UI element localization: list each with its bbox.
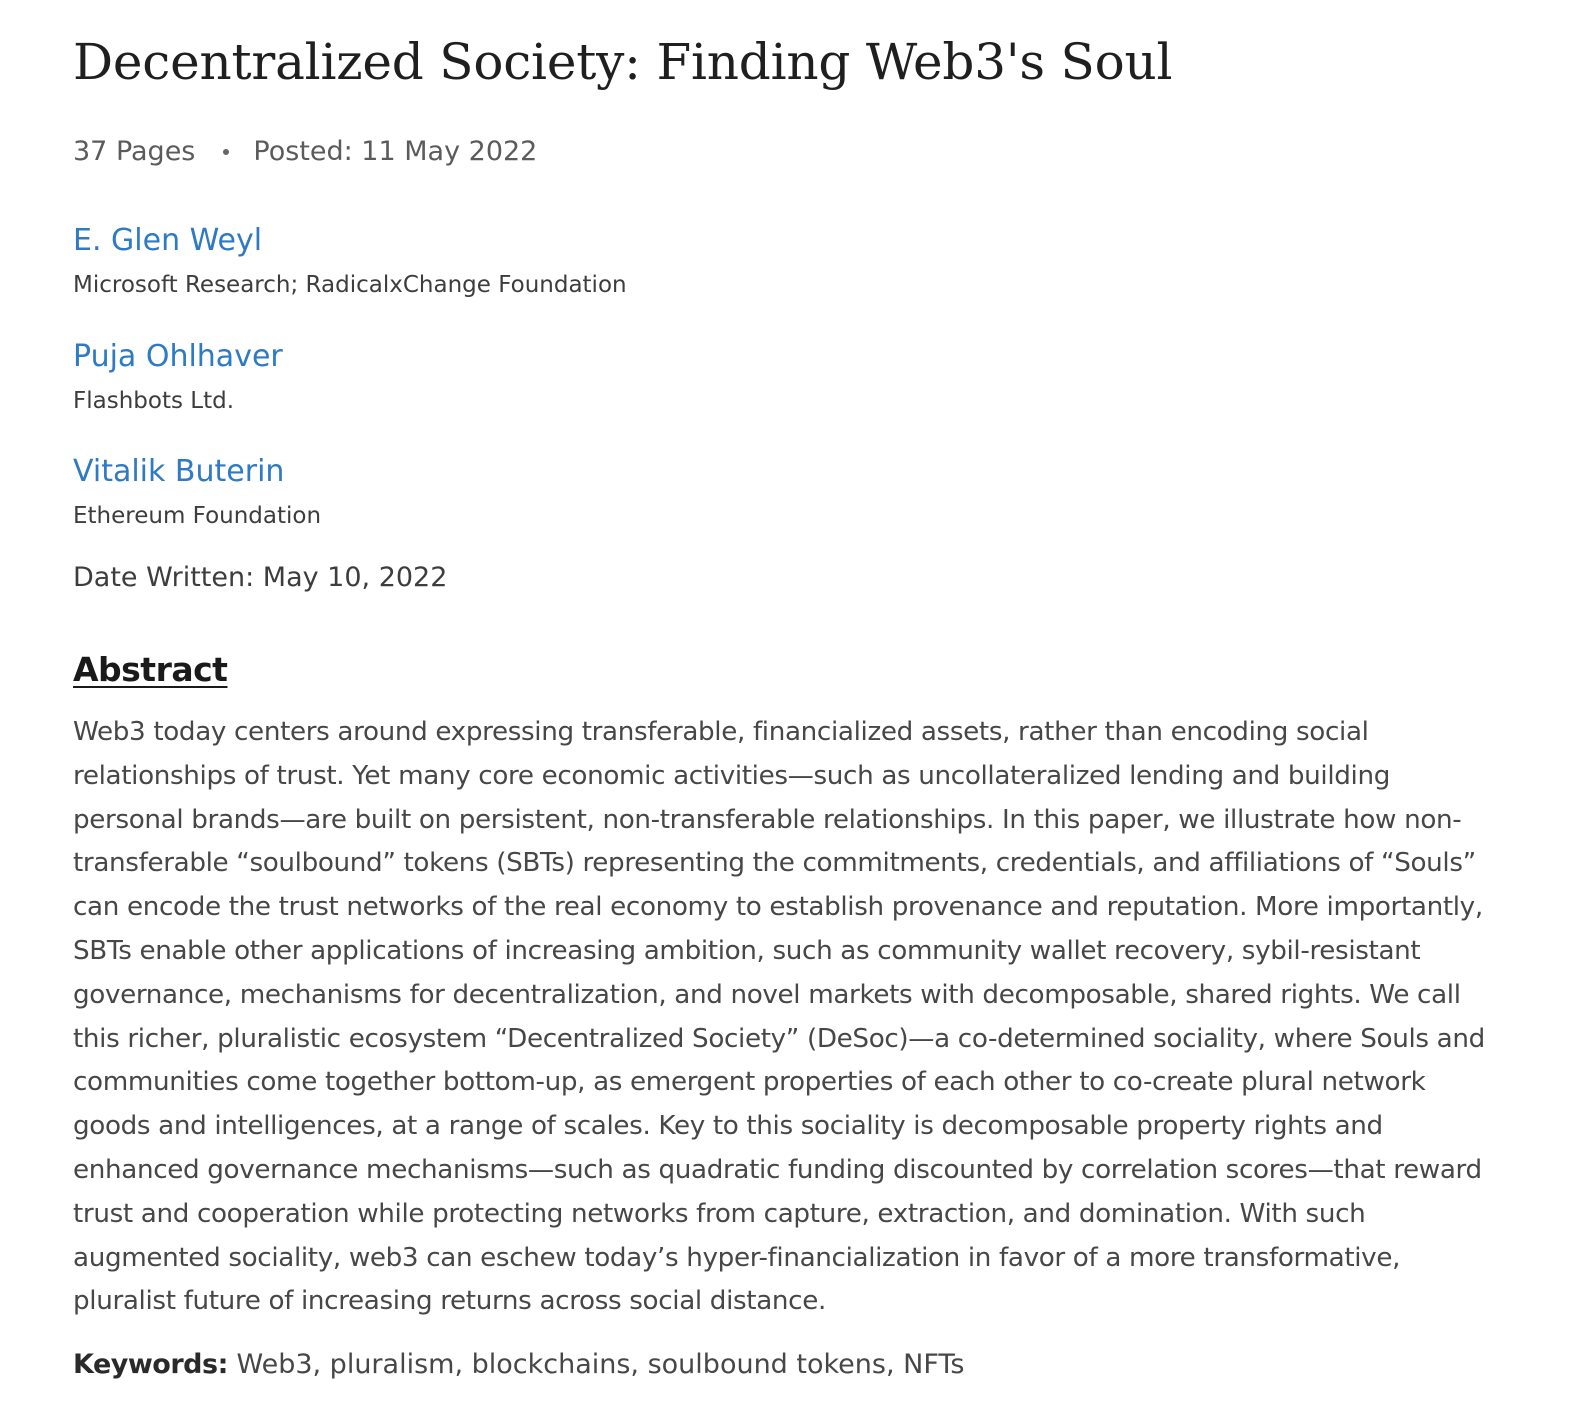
author-affiliation: Microsoft Research; RadicalxChange Foundation <box>73 272 627 298</box>
author-block <box>73 221 627 301</box>
author-block <box>73 337 283 417</box>
abstract-heading: Abstract <box>73 650 228 689</box>
author-block <box>73 452 321 532</box>
paper-meta <box>73 132 537 172</box>
separator-dot <box>223 149 229 155</box>
author-affiliation: Ethereum Foundation <box>73 503 322 529</box>
author-affiliation: Flashbots Ltd. <box>73 388 234 414</box>
author-link[interactable]: E. Glen Weyl <box>73 223 263 258</box>
keywords <box>73 1345 964 1385</box>
author-link[interactable]: Puja Ohlhaver <box>73 339 283 374</box>
keywords-label: Keywords: <box>73 1349 228 1380</box>
abstract-text: Web3 today centers around expressing transferable, financialized assets, rather than encoding social relationships of trust. Yet many core economic activities—such as uncollateralized lending and building personal brands—are built on persistent, non-transferable relationships. In this paper, we illustrate how non-transferable “soulbound” tokens (SBTs) representing the commitments, credentials, and affiliations of “Souls” can encode the trust networks of the real economy to establish provenance and reputation. More importantly, SBTs enable other applications of increasing ambition, such as community wallet recovery, sybil-resistant governance, mechanisms for decentralization, and novel markets with decomposable, shared rights. We call this richer, pluralistic ecosystem “Decentralized Society” (DeSoc)—a co-determined sociality, where Souls and communities come together bottom-up, as emergent properties of each other to co-create plural network goods and intelligences, at a range of scales. Key to this sociality is decomposable property rights and enhanced governance mechanisms—such as quadratic funding discounted by correlation scores—that reward trust and cooperation while protecting networks from capture, extraction, and domination. With such augmented sociality, web3 can eschew today’s hyper-financialization in favor of a more transformative, pluralist future of increasing returns across social distance. <box>73 717 1485 1317</box>
date-written: Date Written: May 10, 2022 <box>73 562 448 593</box>
posted-date: Posted: 11 May 2022 <box>253 136 538 167</box>
paper-title: Decentralized Society: Finding Web3's Soul <box>73 33 1173 91</box>
page-count: 37 Pages <box>73 136 196 167</box>
keywords-values: Web3, pluralism, blockchains, soulbound tokens, NFTs <box>236 1349 965 1380</box>
author-link[interactable]: Vitalik Buterin <box>73 454 285 489</box>
